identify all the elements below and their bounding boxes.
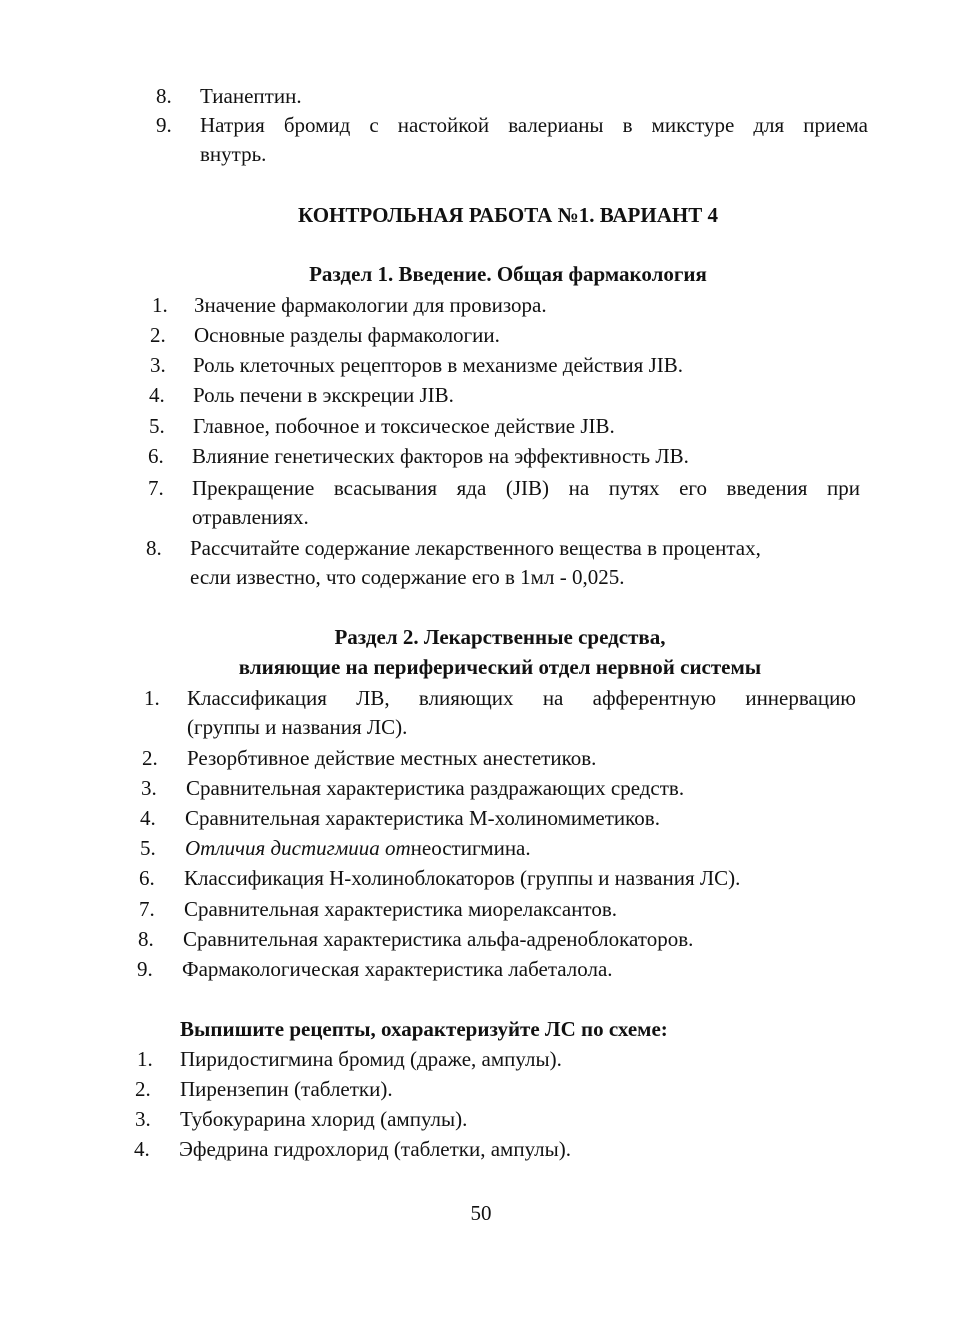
item-number: 4. — [140, 806, 156, 830]
item-number: 7. — [148, 476, 164, 500]
item-text: Значение фармакологии для провизора. — [194, 293, 547, 317]
item-number: 8. — [146, 536, 162, 560]
item-number: 2. — [142, 746, 158, 770]
item-text: Тианептин. — [200, 84, 302, 108]
item-number: 3. — [150, 353, 166, 377]
item-text: Роль клеточных рецепторов в механизме действия JIB. — [193, 353, 683, 377]
item-number: 9. — [156, 113, 172, 137]
item-number: 5. — [140, 836, 156, 860]
item-text: Натрия бромид с настойкой валерианы в микстуре для приема — [200, 113, 868, 137]
item-text: Эфедрина гидрохлорид (таблетки, ампулы). — [179, 1137, 571, 1161]
item-number: 3. — [135, 1107, 151, 1131]
item-text: Сравнительная характеристика альфа-адреноблокаторов. — [183, 927, 694, 951]
plain-text: неостигмина. — [410, 836, 531, 860]
item-number: 1. — [144, 686, 160, 710]
page-title: КОНТРОЛЬНАЯ РАБОТА №1. ВАРИАНТ 4 — [298, 203, 718, 227]
item-text: Сравнительная характеристика миорелаксантов. — [184, 897, 617, 921]
item-text: Тубокурарина хлорид (ампулы). — [180, 1107, 468, 1131]
section-heading: Раздел 1. Введение. Общая фармакология — [309, 262, 707, 286]
item-number: 5. — [149, 414, 165, 438]
item-text: Основные разделы фармакологии. — [194, 323, 500, 347]
item-number: 2. — [150, 323, 166, 347]
item-number: 4. — [134, 1137, 150, 1161]
page-number: 50 — [470, 1201, 492, 1225]
item-number: 6. — [139, 866, 155, 890]
item-text: Сравнительная характеристика раздражающих средств. — [186, 776, 685, 800]
item-text — [185, 834, 531, 863]
item-number: 3. — [141, 776, 157, 800]
item-text-continuation: (группы и названия ЛС). — [187, 715, 408, 739]
italic-text: Отличия дистигмиuа от — [185, 836, 411, 860]
item-text: Классификация ЛВ, влияющих на афферентную иннервацию — [187, 686, 856, 710]
item-text: Рассчитайте содержание лекарственного вещества в процентах, — [190, 536, 761, 560]
item-text-continuation: внутрь. — [200, 142, 267, 166]
item-text: Резорбтивное действие местных анестетиков. — [187, 746, 597, 770]
item-text: Классификация Н-холиноблокаторов (группы и названия ЛС). — [184, 866, 741, 890]
item-number: 4. — [149, 383, 165, 407]
item-text: Сравнительная характеристика М-холиномиметиков. — [185, 806, 660, 830]
item-text: Пирензепин (таблетки). — [180, 1077, 393, 1101]
section-heading: Выпишите рецепты, охарактеризуйте ЛС по схеме: — [180, 1017, 668, 1041]
section-heading: Раздел 2. Лекарственные средства, — [334, 625, 666, 649]
item-number: 9. — [137, 957, 153, 981]
item-number: 1. — [137, 1047, 153, 1071]
item-number: 2. — [135, 1077, 151, 1101]
item-number: 7. — [139, 897, 155, 921]
item-text: Роль печени в экскреции JIB. — [193, 383, 454, 407]
item-text: Фармакологическая характеристика лабеталола. — [182, 957, 613, 981]
item-text: Прекращение всасывания яда (JIB) на путях его введения при — [192, 476, 860, 500]
item-text: Влияние генетических факторов на эффективность ЛВ. — [192, 444, 689, 468]
item-text-continuation: если известно, что содержание его в 1мл - 0,025. — [190, 565, 625, 589]
item-number: 8. — [156, 84, 172, 108]
item-text: Пиридостигмина бромид (драже, ампулы). — [180, 1047, 562, 1071]
item-number: 1. — [152, 293, 168, 317]
item-number: 6. — [148, 444, 164, 468]
item-text-continuation: отравлениях. — [192, 505, 309, 529]
section-heading: влияющие на периферический отдел нервной системы — [238, 655, 762, 679]
item-number: 8. — [138, 927, 154, 951]
item-text: Главное, побочное и токсическое действие JIB. — [193, 414, 615, 438]
